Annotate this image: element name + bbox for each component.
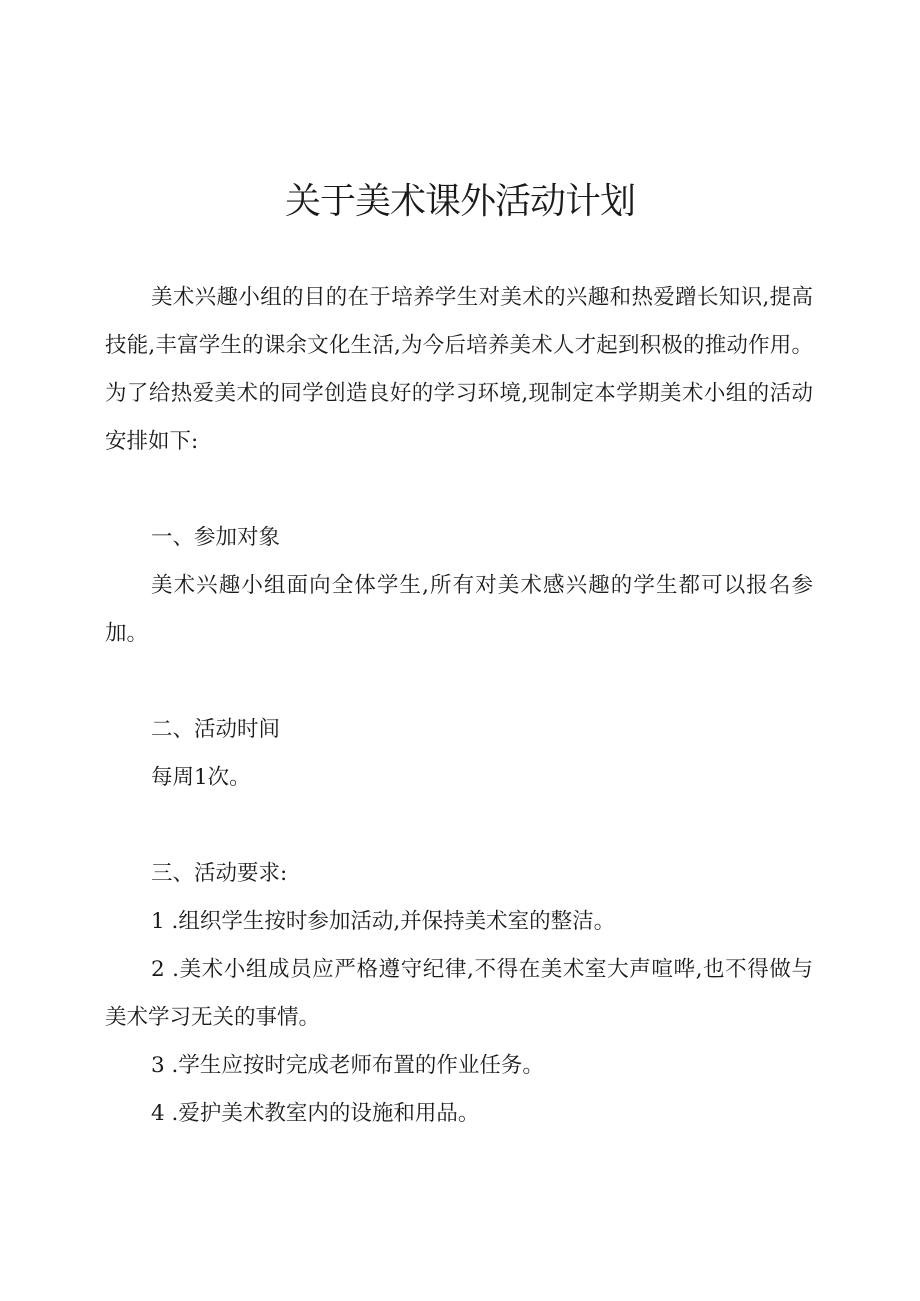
section-heading-requirements: 三、活动要求: xyxy=(151,861,288,886)
intro-paragraph: 美术兴趣小组的目的在于培养学生对美术的兴趣和热爱蹭长知识,提高技能,丰富学生的课余文化生活,为今后培养美术人才起到积极的推动作用。为了给热爱美术的同学创造良好的学习环境,现制定本学期美术小组的活动安排如下: xyxy=(105,285,813,454)
schedule-paragraph: 每周1次。 xyxy=(151,765,251,790)
document-body xyxy=(105,274,813,1138)
participants-paragraph: 美术兴趣小组面向全体学生,所有对美术感兴趣的学生都可以报名参加。 xyxy=(105,573,813,646)
section-spacer xyxy=(105,466,813,514)
section-spacer xyxy=(105,658,813,706)
requirement-item-2: 2 .美术小组成员应严格遵守纪律,不得在美术室大声喧哗,也不得做与美术学习无关的事情。 xyxy=(105,957,813,1030)
requirement-item-1: 1 .组织学生按时参加活动,并保持美术室的整洁。 xyxy=(151,909,616,934)
requirement-item-3: 3 .学生应按时完成老师布置的作业任务。 xyxy=(151,1053,544,1078)
document-title: 关于美术课外活动计划 xyxy=(284,181,635,222)
section-spacer xyxy=(105,802,813,850)
requirement-item-4: 4 .爱护美术教室内的设施和用品。 xyxy=(151,1101,480,1126)
section-heading-schedule: 二、活动时间 xyxy=(151,717,281,742)
section-heading-participants: 一、参加对象 xyxy=(151,525,281,550)
